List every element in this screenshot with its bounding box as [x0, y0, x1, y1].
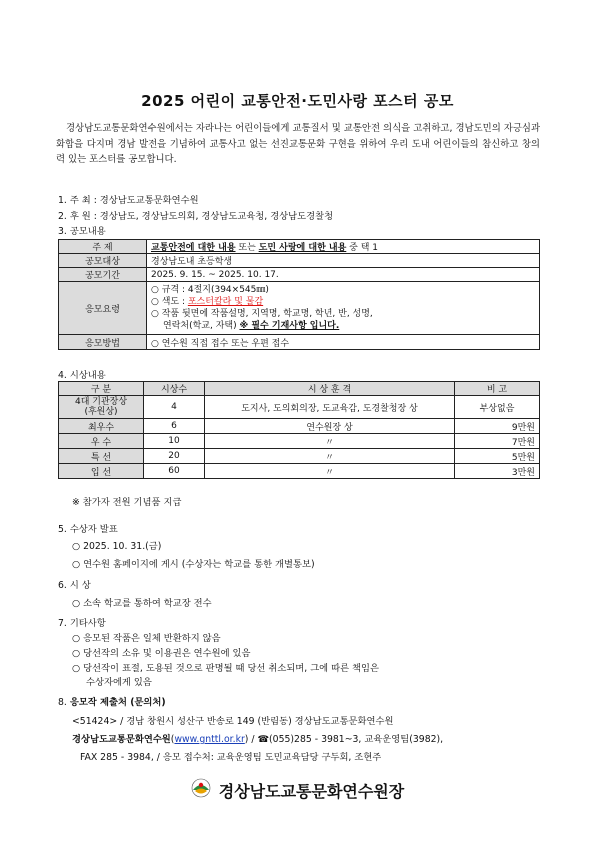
req-contact: 연락처(학교, 자택) ※ 필수 기재사항 입니다. [163, 321, 340, 331]
section-announcement: 5. 수상자 발표 [58, 524, 118, 535]
req-color-value: 포스터칼라 및 물감 [187, 297, 264, 307]
row-award: 〃 [205, 434, 455, 449]
section-presentation: 6. 시 상 [58, 580, 91, 591]
theme-tail: 중 택 1 [346, 243, 378, 253]
period-value: 2025. 9. 15. ~ 2025. 10. 17. [147, 268, 540, 282]
section-sponsor: 2. 후 원 : 경상남도, 경상남도의회, 경상남도교육청, 경상남도경찰청 [58, 211, 334, 222]
header-count: 시상수 [144, 382, 205, 396]
row-note: 5만원 [455, 449, 540, 464]
row-category: 4대 기관장상 (후원상) [59, 396, 144, 419]
row-award: 연수원장 상 [205, 419, 455, 434]
req-backside: ○ 작품 뒷면에 작품설명, 지역명, 학교명, 학년, 반, 성명, [151, 309, 373, 319]
etc-item-2: ○ 당선작의 소유 및 이용권은 연수원에 있음 [72, 648, 251, 659]
row-award: 〃 [205, 464, 455, 479]
table-row [59, 449, 540, 464]
section-etc: 7. 기타사항 [58, 618, 106, 629]
theme-value [147, 240, 540, 254]
section-host: 1. 주 최 : 경상남도교통문화연수원 [58, 195, 199, 206]
section-award-heading: 4. 시상내용 [58, 370, 106, 381]
section-submission: 8. 응모작 제출처 (문의처) [58, 697, 166, 708]
method-value: ○ 연수원 직접 접수 또는 우편 접수 [147, 335, 540, 350]
page-title: 2025 어린이 교통안전·도민사랑 포스터 공모 [141, 92, 454, 110]
row-note: 3만원 [455, 464, 540, 479]
row-category: 입 선 [59, 464, 144, 479]
award-table [58, 381, 540, 479]
header-category: 구 분 [59, 382, 144, 396]
row-count: 60 [144, 464, 205, 479]
row-category: 우 수 [59, 434, 144, 449]
row-note: 7만원 [455, 434, 540, 449]
header-award: 시 상 훈 격 [205, 382, 455, 396]
target-label: 공모대상 [59, 254, 147, 268]
header-note: 비 고 [455, 382, 540, 396]
row-note: 9만원 [455, 419, 540, 434]
theme-label: 주 제 [59, 240, 147, 254]
table-row [59, 434, 540, 449]
footer [0, 778, 595, 802]
req-size: ○ 규격 : 4절지(394×545㎜) [151, 285, 269, 295]
table-row [59, 464, 540, 479]
row-note: 부상없음 [455, 396, 540, 419]
period-label: 공모기간 [59, 268, 147, 282]
etc-item-1: ○ 응모된 작품은 일체 반환하지 않음 [72, 633, 221, 644]
req-mandatory: ※ 필수 기재사항 입니다. [239, 321, 340, 331]
etc-item-3-cont: 수상자에게 있음 [86, 677, 152, 688]
row-category: 최우수 [59, 419, 144, 434]
theme-or: 또는 [235, 243, 259, 253]
submission-contact: 경상남도교통문화연수원(www.gnttl.or.kr) / ☎(055)285 - 3981~3, 교육운영팀(3982), [72, 734, 444, 745]
table-row [59, 419, 540, 434]
req-color: ○ 색도 : 포스터칼라 및 물감 [151, 297, 264, 307]
table-row [59, 396, 540, 419]
announce-date: ○ 2025. 10. 31.(금) [72, 541, 162, 552]
gift-note: ※ 참가자 전원 기념품 지급 [72, 497, 182, 508]
announce-web: ○ 연수원 홈페이지에 게시 (수상자는 학교를 통한 개별통보) [72, 559, 315, 570]
submission-address: <51424> / 경남 창원시 성산구 반송로 149 (반림동) 경상남도교통문화연수원 [72, 716, 394, 727]
fax-info: FAX 285 - 3984, / 응모 접수처: 교육운영팀 도민교육담당 구두회, 조현주 [80, 752, 382, 763]
row-category: 특 선 [59, 449, 144, 464]
row-count: 4 [144, 396, 205, 419]
org-name: 경상남도교통문화연수원 [72, 734, 171, 745]
institute-logo-icon [191, 778, 211, 802]
theme-option-traffic: 교통안전에 대한 내용 [151, 243, 236, 253]
row-count: 6 [144, 419, 205, 434]
row-count: 20 [144, 449, 205, 464]
submission-heading: 응모작 제출처 (문의처) [69, 697, 166, 708]
contest-details-table [58, 239, 540, 350]
method-label: 응모방법 [59, 335, 147, 350]
requirements-value [147, 282, 540, 335]
etc-item-3: ○ 당선작이 표절, 도용된 것으로 판명될 때 당선 취소되며, 그에 따른 책임은 [72, 663, 379, 674]
theme-option-love: 도민 사랑에 대한 내용 [258, 243, 347, 253]
phone-info: / ☎(055)285 - 3981~3, 교육운영팀(3982), [251, 734, 444, 745]
requirements-label: 응모요령 [59, 282, 147, 335]
intro-paragraph: 경상남도교통문화연수원에서는 자라나는 어린이들에게 교통질서 및 교통안전 의식을 고취하고, 경남도민의 자긍심과 화합을 다지며 경남 발전을 기념하여 교통사고 없는 선진교통문화 구현을 위하여 우리 도내 어린이들의 참신하고 창의력 있는 포스터를 공모합니다. [56, 123, 540, 165]
footer-institute-head: 경상남도교통문화연수원장 [218, 781, 405, 801]
row-award: 도지사, 도의회의장, 도교육감, 도경찰청장 상 [205, 396, 455, 419]
row-award: 〃 [205, 449, 455, 464]
target-value: 경상남도내 초등학생 [147, 254, 540, 268]
presentation-detail: ○ 소속 학교를 통하여 학교장 전수 [72, 598, 212, 609]
section-contest-heading: 3. 공모내용 [58, 226, 106, 237]
row-count: 10 [144, 434, 205, 449]
website-link[interactable]: www.gnttl.or.kr [174, 734, 245, 745]
